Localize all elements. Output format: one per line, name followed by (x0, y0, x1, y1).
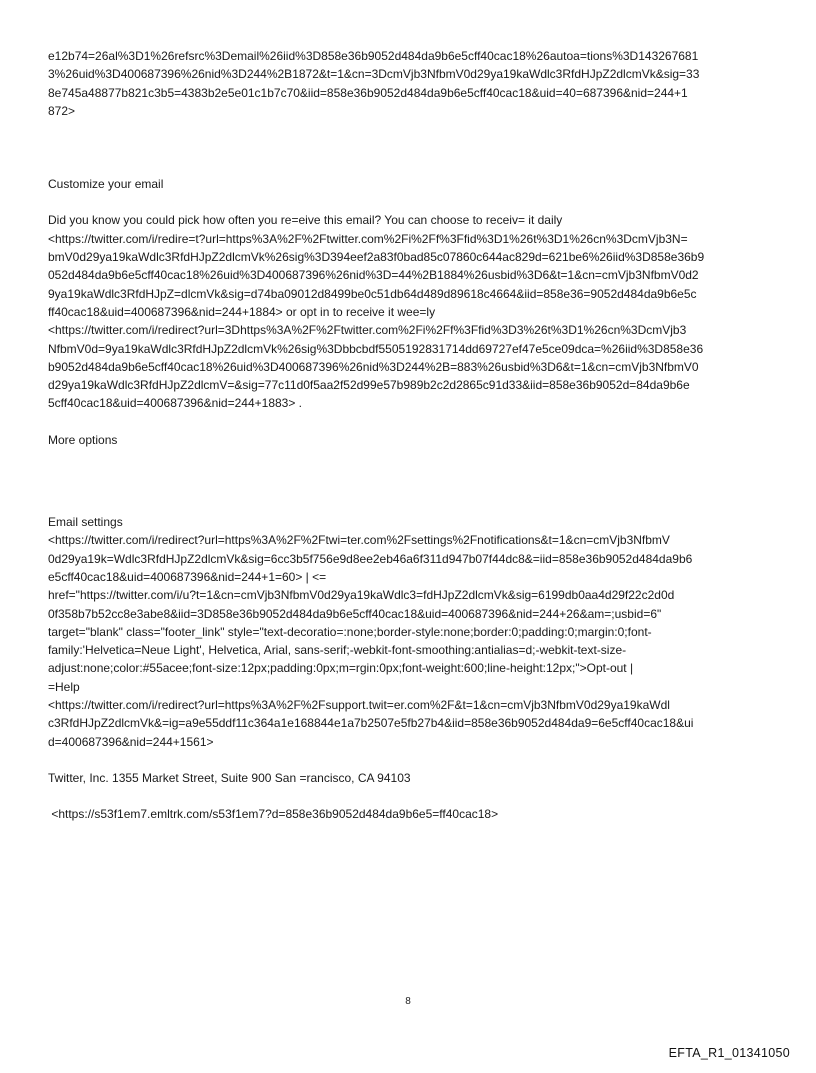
text-line: e5cff40cac18&uid=400687396&nid=244+1=60> | <= (48, 569, 327, 584)
text-line: NfbmV0d=9ya19kaWdlc3RfdHJpZ2dlcmVk%26sig%3Dbbcbdf5505192831714dd69727ef47e5ce09dca=%26iid%3D858e36 (48, 341, 704, 356)
text-line: <https://twitter.com/i/redirect?url=3Dhttps%3A%2F%2Ftwitter.com%2Fi%2Ff%3Ffid%3D3%26t%3D1%26cn%3DcmVjb3 (48, 323, 687, 338)
text-line: d29ya19kaWdlc3RfdHJpZ2dlcmV=&sig=77c11d0f5aa2f52d99e57b989b2c2d2865c91d33&iid=858e36b9052d=84da9b6e (48, 378, 690, 393)
bates-number: EFTA_R1_01341050 (668, 1046, 790, 1060)
text-line: 0d29ya19k=Wdlc3RfdHJpZ2dlcmVk&sig=6cc3b5f756e9d8ee2eb46a6f311d947b07f44dc8&=iid=858e36b9052d484da9b6 (48, 551, 693, 566)
text-line: href="https://twitter.com/i/u?t=1&cn=cmVjb3NfbmV0d29ya19kaWdlc3=fdHJpZ2dlcmVk&sig=6199db0aa4d29f22c2d0d (48, 588, 675, 603)
text-line: 5cff40cac18&uid=400687396&nid=244+1883> . (48, 396, 303, 411)
more-options-link[interactable]: More options (48, 432, 118, 447)
text-line: family:'Helvetica=Neue Light', Helvetica, Arial, sans-serif;-webkit-font-smoothing:antialias=d;-webkit-text-size- (48, 643, 627, 658)
customize-paragraph (48, 211, 770, 412)
text-line: b9052d484da9b6e5cff40cac18%26uid%3D400687396%26nid%3D244%2B=883%26usbid%3D6&t=1&cn=cmVjb3NfbmV0 (48, 359, 699, 374)
text-line: ff40cac18&uid=400687396&nid=244+1884> or opt in to receive it wee=ly (48, 304, 436, 319)
top-url-block (48, 47, 770, 120)
text-line: 8e745a48877b821c3b5=4383b2e5e01c1b7c70&iid=858e36b9052d484da9b6e5cff40cac18&uid=40=687396&nid=244+1 (48, 85, 688, 100)
email-settings-paragraph (48, 531, 770, 751)
tracker-url: <https://s53f1em7.emltrk.com/s53f1em7?d=858e36b9052d484da9b6e5=ff40cac18> (48, 807, 499, 822)
text-line: bmV0d29ya19kaWdlc3RfdHJpZ2dlcmVk%26sig%3D394eef2a83f0bad85c07860c644ac829d=621be6%26iid%3D858e36b9 (48, 250, 705, 265)
text-line: 9ya19kaWdlc3RfdHJpZ=dlcmVk&sig=d74ba09012d8499be0c51db64d489d89618c4664&iid=858e36=9052d484da9b6e5c (48, 286, 697, 301)
text-line: c3RfdHJpZ2dlcmVk&=ig=a9e55ddf11c364a1e168844e1a7b2507e5fb27b4&iid=858e36b9052d484da9=6e5cff40cac18&ui (48, 716, 694, 731)
text-line: e12b74=26al%3D1%26refsrc%3Demail%26iid%3D858e36b9052d484da9b6e5cff40cac18%26autoa=tions%3D143267681 (48, 49, 699, 63)
text-line: <https://twitter.com/i/redirect?url=https%3A%2F%2Fsupport.twit=er.com%2F&t=1&cn=cmVjb3NfbmV0d29ya19kaWdl (48, 698, 670, 713)
text-line: =Help (48, 679, 80, 694)
text-line: <https://twitter.com/i/redirect?url=https%3A%2F%2Ftwi=ter.com%2Fsettings%2Fnotifications&t=1&cn=cmVjb3NfbmV (48, 533, 670, 548)
text-line: <https://twitter.com/i/redire=t?url=https%3A%2F%2Ftwitter.com%2Fi%2Ff%3Ffid%3D1%26t%3D1%26cn%3DcmVjb3N= (48, 231, 688, 246)
text-line: target="blank" class="footer_link" style="text-decoratio=:none;border-style:none;border:0;padding:0;margin:0;font- (48, 624, 652, 639)
email-settings-heading: Email settings (48, 515, 123, 530)
company-address: Twitter, Inc. 1355 Market Street, Suite 900 San =rancisco, CA 94103 (48, 770, 411, 785)
text-line: 872> (48, 103, 76, 118)
text-line: 052d484da9b6e5cff40cac18%26uid%3D400687396%26nid%3D=44%2B1884%26usbid%3D6&t=1&cn=cmVjb3NfbmV0d2 (48, 268, 699, 283)
customize-heading: Customize your email (48, 177, 164, 192)
email-body (48, 47, 770, 824)
text-line: adjust:none;color:#55acee;font-size:12px;padding:0px;m=rgin:0px;font-weight:600;line-height:12px;">Opt-out | (48, 661, 634, 676)
text-line: 3%26uid%3D400687396%26nid%3D244%2B1872&t=1&cn=3DcmVjb3NfbmV0d29ya19kaWdlc3RfdHJpZ2dlcmVk&sig=33 (48, 67, 700, 82)
text-line: d=400687396&nid=244+1561> (48, 734, 214, 749)
text-line: 0f358b7b52cc8e3abe8&iid=3D858e36b9052d484da9b6e5cff40cac18&uid=400687396&nid=244+26&am=;usbid=6" (48, 606, 662, 621)
page-number: 8 (405, 996, 411, 1007)
text-line: Did you know you could pick how often you re=eive this email? You can choose to receiv= it daily (48, 213, 563, 228)
